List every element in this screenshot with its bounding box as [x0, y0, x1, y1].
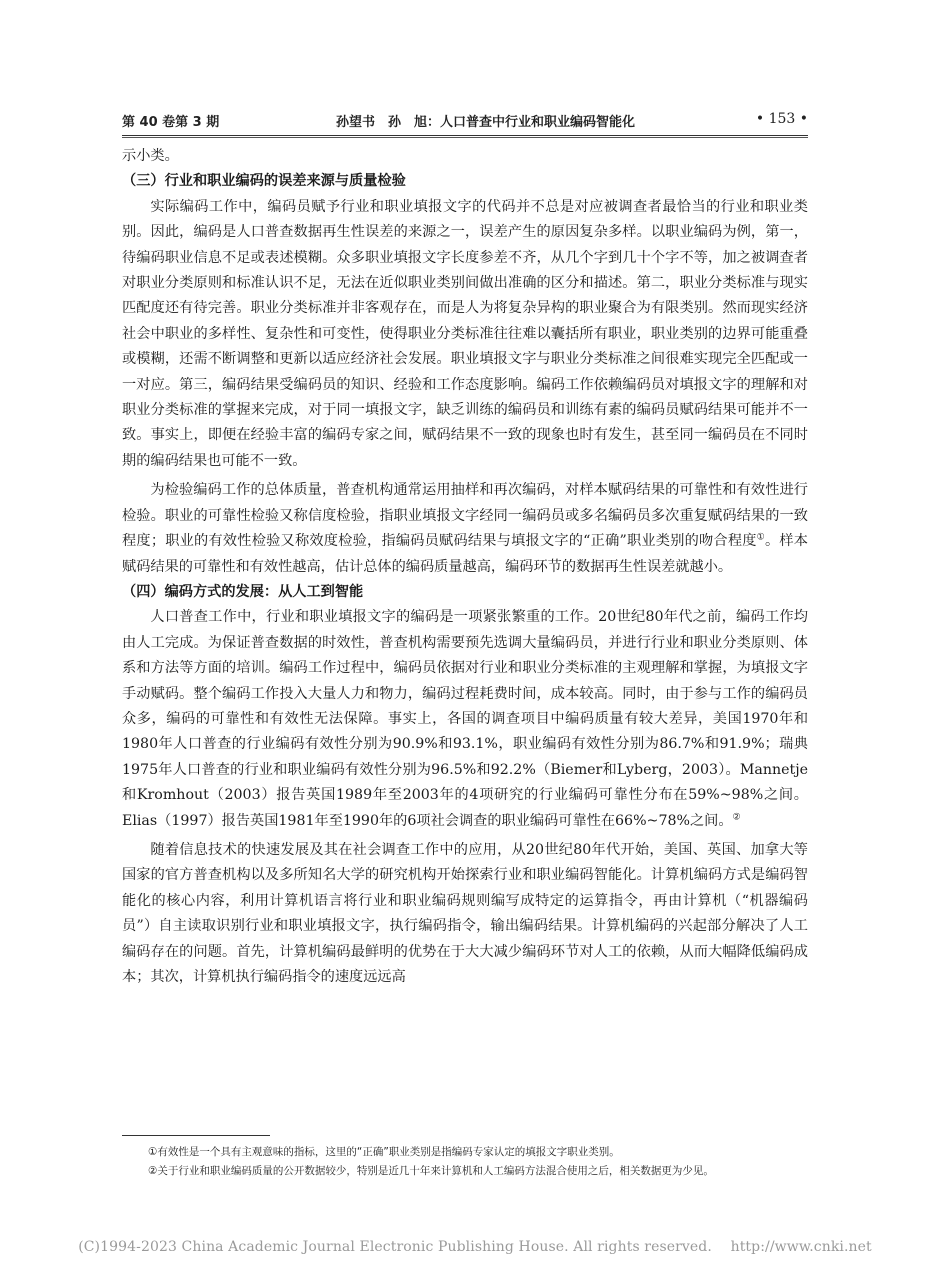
article-body [122, 144, 808, 990]
header-rule-thin [122, 137, 808, 138]
footnote-ref-1[interactable]: ① [756, 532, 765, 543]
paragraph-text: 。样本赋码结果的可靠性和有效性越高，估计总体的编码质量越高，编码环节的数据再生性误差就越小。 [122, 533, 808, 575]
article-running-title: 孙望书 孙 旭：人口普查中行业和职业编码智能化 [336, 115, 636, 130]
running-header [122, 111, 808, 133]
journal-issue: 第 40 卷第 3 期 [122, 115, 220, 130]
paragraph-quality-check [122, 478, 808, 580]
paragraph-text: 人口普查工作中，行业和职业填报文字的编码是一项紧张繁重的工作。20世纪80年代之前，编码工作均由人工完成。为保证普查数据的时效性，普查机构需要预先选调大量编码员，并进行行业和职业分类原则、体系和方法等方面的培训。编码工作过程中，编码员依据对行业和职业分类标准的主观理解和掌握，为填报文字手动赋码。整个编码工作投入大量人力和物力，编码过程耗费时间，成本较高。同时，由于参与工作的编码员众多，编码的可靠性和有效性无法保障。事实上，各国的调查项目中编码质量有较大差异，美国1970年和1980年人口普查的行业编码有效性分别为90.9%和93.1%，职业编码有效性分别为86.7%和91.9%；瑞典1975年人口普查的行业和职业编码有效性分别为96.5%和92.2%（Biemer和Lyberg，2003）。Mannetje和Kromhout（2003）报告英国1989年至2003年的4项研究的行业编码可靠性分布在59%~98%之间。Elias（1997）报告英国1981年至1990年的6项社会调查的职业编码可靠性在66%~78%之间。 [122, 609, 809, 829]
footnote-rule [122, 1135, 270, 1136]
section-heading-3: （三）行业和职业编码的误差来源与质量检验 [122, 173, 406, 190]
footnote-1: ①有效性是一个具有主观意味的指标，这里的“正确”职业类别是指编码专家认定的填报文字职业类别。 [148, 1146, 620, 1158]
section-heading-4: （四）编码方式的发展：从人工到智能 [122, 583, 364, 600]
footnote-2: ②关于行业和职业编码质量的公开数据较少，特别是近几十年来计算机和人工编码方法混合使用之后，相关数据更为少见。 [148, 1165, 714, 1177]
page-number: • 153 • [755, 111, 808, 127]
footnotes [148, 1143, 808, 1181]
paragraph-computer-coding: 随着信息技术的快速发展及其在社会调查工作中的应用，从20世纪80年代开始，美国、英国、加拿大等国家的官方普查机构以及多所知名大学的研究机构开始探索行业和职业编码智能化。计算机编码方式是编码智能化的核心内容，利用计算机语言将行业和职业编码规则编写成特定的运算指令，再由计算机（“机器编码员”）自主读取识别行业和职业填报文字，执行编码指令，输出编码结果。计算机编码的兴起部分解决了人工编码存在的问题。首先，计算机编码最鲜明的优势在于大大减少编码环节对人工的依赖，从而大幅降低编码成本；其次，计算机执行编码指令的速度远远高 [122, 841, 808, 985]
paragraph-error-sources: 实际编码工作中，编码员赋予行业和职业填报文字的代码并不总是对应被调查者最恰当的行业和职业类别。因此，编码是人口普查数据再生性误差的来源之一，误差产生的原因复杂多样。以职业编码为例，第一，待编码职业信息不足或表述模糊。众多职业填报文字长度参差不齐，从几个字到几十个字不等，加之被调查者对职业分类原则和标准认识不足，无法在近似职业类别间做出准确的区分和描述。第二，职业分类标准与现实匹配度还有待完善。职业分类标准并非客观存在，而是人为将复杂异构的职业聚合为有限类别。然而现实经济社会中职业的多样性、复杂性和可变性，使得职业分类标准往往难以囊括所有职业，职业类别的边界可能重叠或模糊，还需不断调整和更新以适应经济社会发展。职业填报文字与职业分类标准之间很难实现完全匹配或一一对应。第三，编码结果受编码员的知识、经验和工作态度影响。编码工作依赖编码员对填报文字的理解和对职业分类标准的掌握来完成，对于同一填报文字，缺乏训练的编码员和训练有素的编码员赋码结果可能并不一致。事实上，即便在经验丰富的编码专家之间，赋码结果不一致的现象也时有发生，甚至同一编码员在不同时期的编码结果也可能不一致。 [122, 198, 808, 469]
copyright-watermark: (C)1994-2023 China Academic Journal Electronic Publishing House. All rights reserved. http://www.cnki.net [78, 1239, 872, 1255]
paragraph-manual-coding [122, 605, 808, 834]
header-rule [122, 135, 808, 136]
footnote-ref-2[interactable]: ② [732, 811, 741, 822]
paragraph-text: 为检验编码工作的总体质量，普查机构通常运用抽样和再次编码，对样本赋码结果的可靠性和有效性进行检验。职业的可靠性检验又称信度检验，指职业填报文字经同一编码员或多名编码员多次重复赋码结果的一致程度；职业的有效性检验又称效度检验，指编码员赋码结果与填报文字的“正确”职业类别的吻合程度 [122, 482, 808, 550]
paragraph-continuation: 示小类。 [122, 148, 179, 164]
